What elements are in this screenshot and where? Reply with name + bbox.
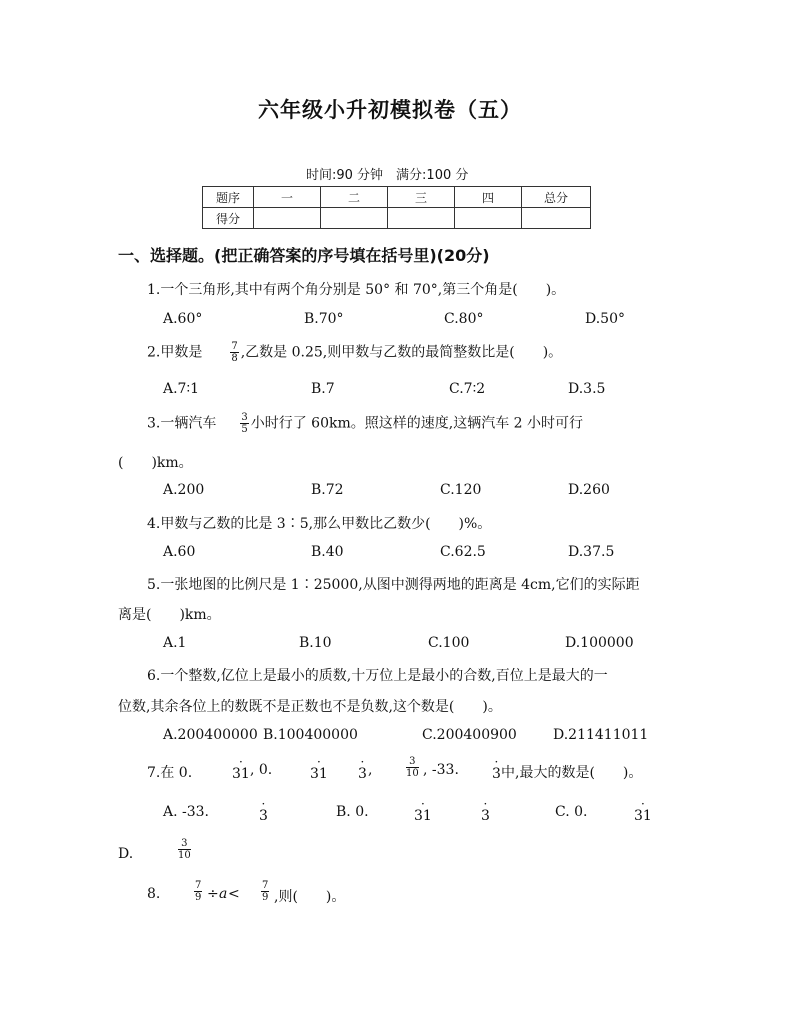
question-6: 6.一个整数,亿位上是最小的质数,十万位上是最小的合数,百位上是最大的一: [147, 668, 608, 684]
repeating-digits: · 31: [310, 766, 328, 782]
table-cell: 题序: [203, 187, 254, 208]
q3-text-start: 3.一辆汽车: [147, 415, 217, 432]
fraction: [192, 880, 204, 903]
table-cell: 三: [388, 187, 455, 208]
q5-option-a: A.1: [163, 635, 187, 651]
q2-option-d: D.3.5: [568, 381, 606, 397]
q2-text-start: 2.甲数是: [147, 344, 203, 361]
question-6-line2: 位数,其余各位上的数既不是正数也不是负数,这个数是( )。: [118, 699, 502, 715]
q7-option-b: B. 0.: [336, 804, 369, 820]
question-3: [147, 412, 583, 435]
q6-option-c: C.200400900: [422, 727, 517, 743]
repeating-decimal: [481, 808, 490, 824]
q7-option-c: C. 0.: [555, 804, 588, 820]
fraction-denominator: 10: [178, 850, 191, 861]
variable: a: [219, 886, 228, 902]
score-cell[interactable]: [254, 208, 321, 229]
page-title: 六年级小升初模拟卷（五）: [258, 98, 522, 122]
repeating-decimal: [232, 766, 250, 782]
fraction: [259, 880, 271, 903]
fraction-numerator: 7: [195, 880, 202, 891]
repeating-decimal: [358, 766, 367, 782]
repeating-decimal: [259, 808, 268, 824]
operator: <: [228, 886, 240, 902]
score-cell[interactable]: [321, 208, 388, 229]
table-cell: 总分: [522, 187, 591, 208]
fraction: [230, 341, 238, 364]
question-3-line2: ( )km。: [118, 455, 193, 471]
question-7-suffix: 中,最大的数是( )。: [501, 765, 643, 781]
score-table: [202, 186, 591, 229]
question-5-line2: 离是( )km。: [118, 607, 221, 623]
separator: , 0.: [250, 762, 273, 778]
repeating-decimal: [492, 766, 501, 782]
q6-option-b: B.100400000: [263, 727, 358, 743]
q6-option-d: D.211411011: [553, 727, 649, 743]
repeating-digits: · 3: [259, 808, 268, 824]
table-cell: 得分: [203, 208, 254, 229]
score-cell[interactable]: [455, 208, 522, 229]
q2-option-b: B.7: [311, 381, 335, 397]
q2-option-a: A.7∶1: [163, 381, 200, 397]
question-2: [147, 341, 562, 364]
table-cell: 四: [455, 187, 522, 208]
fraction-denominator: 9: [262, 892, 269, 903]
repeating-digits: · 31: [414, 808, 432, 824]
question-8-suffix: ,则( )。: [274, 889, 346, 905]
fraction-numerator: 7: [262, 880, 269, 891]
question-7-prefix: 7.在 0.: [147, 765, 193, 781]
q1-option-d: D.50°: [585, 311, 625, 327]
q2-option-c: C.7∶2: [449, 381, 486, 397]
fraction-numerator: 3: [241, 412, 248, 423]
operator: ÷: [207, 886, 219, 902]
q4-option-c: C.62.5: [440, 544, 486, 560]
repeating-decimal: [310, 766, 328, 782]
fraction: [404, 756, 421, 779]
q4-option-a: A.60: [163, 544, 196, 560]
repeating-digits: · 3: [358, 766, 367, 782]
q4-option-b: B.40: [311, 544, 344, 560]
separator: , -33.: [423, 762, 459, 778]
fraction-numerator: 7: [231, 341, 238, 352]
score-table-header: [203, 187, 591, 208]
exam-meta: 时间:90 分钟 满分:100 分: [306, 168, 469, 183]
separator: ,: [368, 762, 373, 778]
q7-option-d: D.: [118, 846, 134, 862]
repeating-digits: · 31: [232, 766, 250, 782]
q4-option-d: D.37.5: [568, 544, 615, 560]
repeating-decimal: [414, 808, 432, 824]
q3-option-a: A.200: [163, 482, 205, 498]
fraction-numerator: 3: [406, 756, 419, 768]
question-1: 1.一个三角形,其中有两个角分别是 50° 和 70°,第三个角是( )。: [147, 282, 566, 298]
q3-option-c: C.120: [440, 482, 482, 498]
question-5: 5.一张地图的比例尺是 1∶25000,从图中测得两地的距离是 4cm,它们的实际距: [147, 577, 640, 593]
q1-option-c: C.80°: [444, 311, 484, 327]
fraction-denominator: 9: [195, 892, 202, 903]
section-heading: 一、选择题。(把正确答案的序号填在括号里)(20分): [118, 246, 490, 265]
q5-option-d: D.100000: [565, 635, 634, 651]
q3-text-end: 小时行了 60km。照这样的速度,这辆汽车 2 小时可行: [250, 415, 584, 432]
repeating-digits: · 31: [634, 808, 652, 824]
q2-text-end: ,乙数是 0.25,则甲数与乙数的最简整数比是( )。: [240, 344, 563, 361]
q1-option-a: A.60°: [163, 311, 203, 327]
repeating-digits: · 3: [481, 808, 490, 824]
q6-option-a: A.200400000: [163, 727, 258, 743]
q3-option-d: D.260: [568, 482, 610, 498]
q5-option-b: B.10: [299, 635, 332, 651]
repeating-decimal: [634, 808, 652, 824]
fraction: [176, 838, 193, 861]
q7-option-a: A. -33.: [163, 804, 210, 820]
score-cell[interactable]: [522, 208, 591, 229]
question-8-prefix: 8.: [147, 886, 161, 902]
q1-option-b: B.70°: [304, 311, 344, 327]
fraction-denominator: 5: [241, 424, 248, 435]
q3-option-b: B.72: [311, 482, 344, 498]
fraction-denominator: 10: [406, 768, 419, 779]
table-cell: 一: [254, 187, 321, 208]
question-4: 4.甲数与乙数的比是 3∶5,那么甲数比乙数少( )%。: [147, 516, 492, 532]
repeating-digits: · 3: [492, 766, 501, 782]
fraction-numerator: 3: [178, 838, 191, 850]
score-cell[interactable]: [388, 208, 455, 229]
table-cell: 二: [321, 187, 388, 208]
q5-option-c: C.100: [428, 635, 470, 651]
score-table-row: [203, 208, 591, 229]
fraction-denominator: 8: [231, 353, 238, 364]
fraction: [240, 412, 248, 435]
